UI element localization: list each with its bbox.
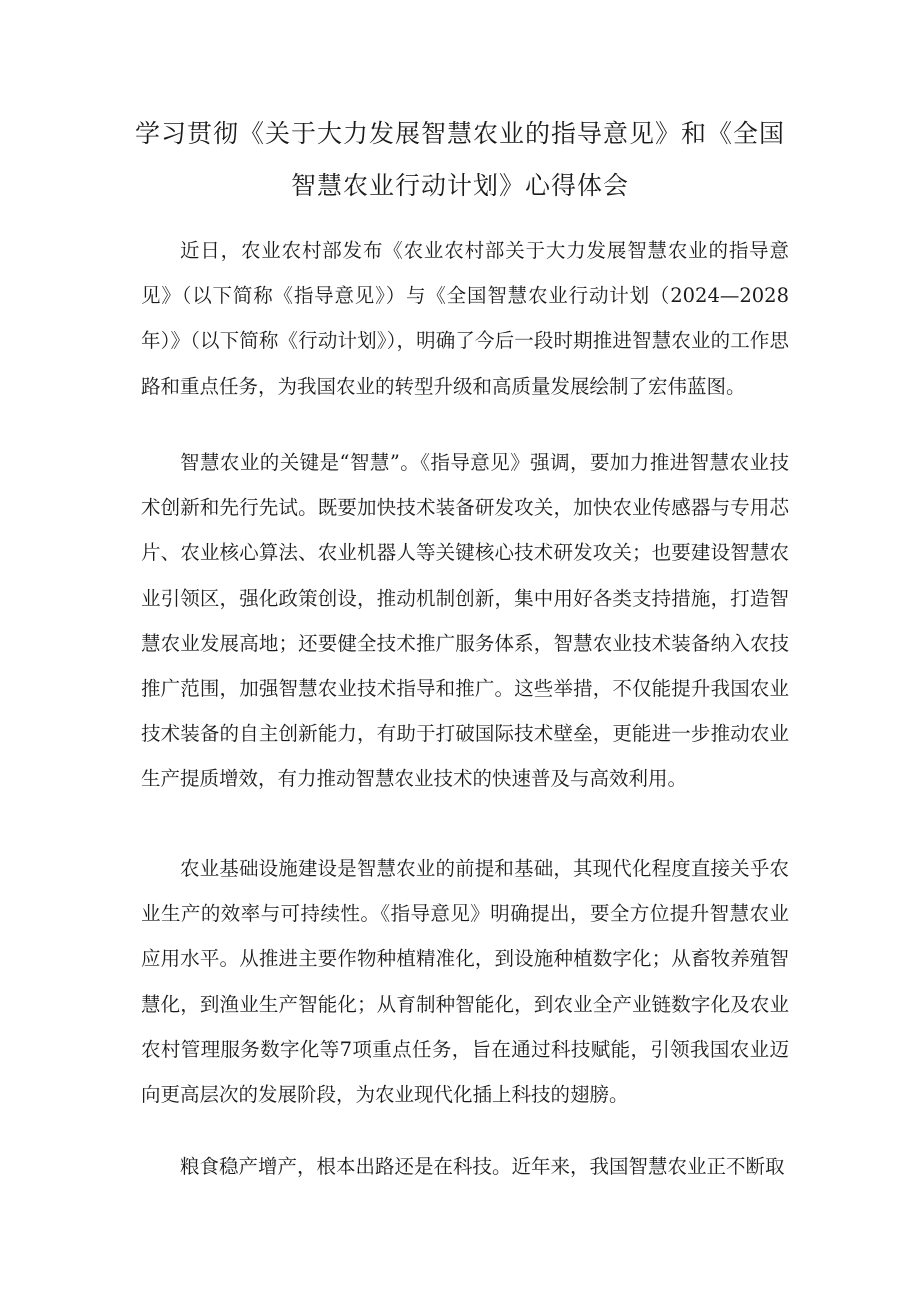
paragraph-2: 智慧农业的关键是“智慧”。《指导意见》强调，要加力推进智慧农业技术创新和先行先试。既要加快技术装备研发攻关，加快农业传感器与专用芯片、农业核心算法、农业机器人等关键核心技术研发攻关；也要建设智慧农业引领区，强化政策创设，推动机制创新，集中用好各类支持措施，打造智慧农业发展高地；还要健全技术推广服务体系，智慧农业技术装备纳入农技推广范围，加强智慧农业技术指导和推广。这些举措，不仅能提升我国农业技术装备的自主创新能力，有助于打破国际技术壁垒，更能进一步推动农业生产提质增效，有力推动智慧农业技术的快速普及与高效利用。 [141,451,789,791]
paragraph-4: 粮食稳产增产，根本出路还是在科技。近年来，我国智慧农业正不断取 [180,1155,785,1178]
paragraph-1: 近日，农业农村部发布《农业农村部关于大力发展智慧农业的指导意见》（以下简称《指导意见》）与《全国智慧农业行动计划（2024—2028年）》（以下简称《行动计划》），明确了今后一段时期推进智慧农业的工作思路和重点任务，为我国农业的转型升级和高质量发展绘制了宏伟蓝图。 [141,239,789,398]
paragraph-3: 农业基础设施建设是智慧农业的前提和基础，其现代化程度直接关乎农业生产的效率与可持续性。《指导意见》明确提出，要全方位提升智慧农业应用水平。从推进主要作物种植精准化，到设施种植数字化；从畜牧养殖智慧化，到渔业生产智能化；从育制种智能化，到农业全产业链数字化及农业农村管理服务数字化等7项重点任务，旨在通过科技赋能，引领我国农业迈向更高层次的发展阶段，为农业现代化插上科技的翅膀。 [141,857,789,1107]
document-title-line-2: 智慧农业行动计划》心得体会 [290,171,629,200]
document-title-line-1: 学习贯彻《关于大力发展智慧农业的指导意见》和《全国 [134,119,785,148]
